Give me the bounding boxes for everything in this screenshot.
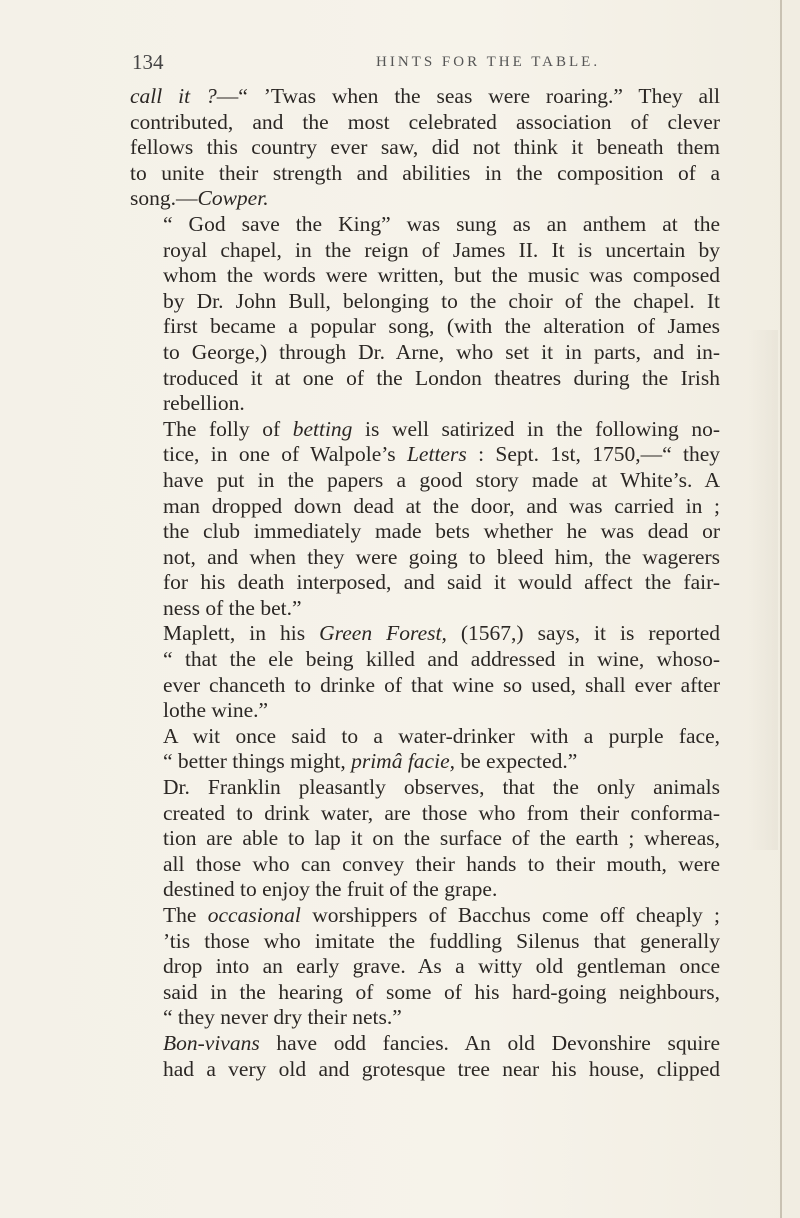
text-run: ’tis those who imitate the fuddling Silenus that generally — [163, 928, 720, 953]
italic-text: Bon-vivans — [163, 1030, 260, 1055]
text-run: contributed, and the most celebrated association of clever — [130, 109, 720, 134]
text-line — [130, 980, 720, 1006]
text-line — [130, 135, 720, 161]
text-line — [130, 340, 720, 366]
text-line — [130, 494, 720, 520]
text-run: man dropped down dead at the door, and was carried in ; — [163, 493, 720, 518]
text-run: the club immediately made bets whether he was dead or — [163, 519, 720, 544]
text-run: for his death interposed, and said it would affect the fair- — [163, 570, 720, 595]
text-line — [130, 596, 720, 622]
text-run: said in the hearing of some of his hard-going neighbours, — [163, 979, 720, 1004]
text-line — [130, 724, 720, 750]
text-run: all those who can convey their hands to their mouth, were — [163, 851, 720, 876]
italic-text: Letters — [406, 442, 467, 467]
text-line — [130, 749, 720, 775]
text-run: destined to enjoy the fruit of the grape. — [163, 877, 498, 902]
text-run: : Sept. 1st, 1750,—“ they — [466, 442, 720, 467]
text-run: worshippers of Bacchus come off cheaply ; — [300, 903, 720, 927]
text-line — [130, 545, 720, 571]
paragraph — [130, 724, 720, 775]
text-run: ness of the bet.” — [163, 595, 302, 620]
text-line — [130, 1057, 720, 1083]
text-run: A wit once said to a water-drinker with a purple face, — [163, 723, 720, 748]
text-run: not, and when they were going to bleed him, the wagerers — [163, 544, 720, 569]
text-run: The folly of — [163, 416, 293, 441]
text-run: “ better things might, — [163, 749, 352, 774]
text-run: “ they never dry their nets.” — [163, 1005, 402, 1030]
text-line — [130, 826, 720, 852]
paragraph — [130, 212, 720, 417]
text-line — [130, 775, 720, 801]
text-run: lothe wine.” — [163, 698, 269, 723]
text-line — [130, 161, 720, 187]
italic-text: Green Forest, — [319, 621, 447, 646]
text-line — [130, 110, 720, 136]
text-run: The — [163, 903, 208, 927]
text-line — [130, 929, 720, 955]
text-line — [130, 852, 720, 878]
text-run: fellows this country ever saw, did not think it beneath them — [130, 135, 720, 160]
text-run: drop into an early grave. As a witty old gentleman once — [163, 954, 720, 979]
text-run: to George,) through Dr. Arne, who set it in parts, and in- — [163, 339, 720, 364]
text-line — [130, 954, 720, 980]
paragraph — [130, 621, 720, 723]
text-line — [130, 468, 720, 494]
text-run: have put in the papers a good story made at White’s. A — [163, 467, 720, 492]
page-edge — [780, 0, 782, 1218]
text-run: song.— — [130, 186, 198, 211]
text-line — [130, 84, 720, 110]
text-run: whom the words were written, but the music was composed — [163, 263, 720, 288]
text-line — [130, 366, 720, 392]
text-line — [130, 1031, 720, 1057]
italic-text: call it ? — [130, 84, 217, 108]
text-line — [130, 212, 720, 238]
text-line — [130, 314, 720, 340]
text-line — [130, 621, 720, 647]
text-run: rebellion. — [163, 391, 245, 416]
text-line — [130, 903, 720, 929]
paragraph — [130, 417, 720, 622]
text-line — [130, 673, 720, 699]
running-title: HINTS FOR THE TABLE. — [376, 54, 601, 70]
text-run: be expected.” — [455, 749, 578, 774]
text-line — [130, 442, 720, 468]
text-line — [130, 391, 720, 417]
text-run: Maplett, in his — [163, 621, 320, 646]
text-line — [130, 698, 720, 724]
italic-text: betting — [292, 416, 353, 441]
text-run: “ that the ele being killed and addressed in wine, whoso- — [163, 647, 720, 672]
paragraph — [130, 775, 720, 903]
text-run: ever chanceth to drinke of that wine so used, shall ever after — [163, 672, 720, 697]
paragraph — [130, 903, 720, 1031]
text-line — [130, 238, 720, 264]
text-run: (1567,) says, it is reported — [446, 621, 720, 646]
text-line — [130, 570, 720, 596]
text-run: to unite their strength and abilities in the composition of a — [130, 160, 720, 185]
text-line — [130, 417, 720, 443]
text-run: have odd fancies. An old Devonshire squire — [259, 1030, 720, 1055]
body-text — [130, 84, 720, 1082]
italic-text: primâ facie, — [351, 749, 455, 774]
text-run: by Dr. John Bull, belonging to the choir of the chapel. It — [163, 288, 720, 313]
italic-text: Cowper. — [197, 186, 269, 211]
text-line — [130, 801, 720, 827]
text-line — [130, 289, 720, 315]
text-run: Dr. Franklin pleasantly observes, that the only animals — [163, 775, 720, 800]
text-line — [130, 1005, 720, 1031]
facing-page-bleed — [748, 330, 778, 850]
text-run: “ God save the King” was sung as an anthem at the — [163, 211, 720, 236]
text-line — [130, 263, 720, 289]
paragraph — [130, 1031, 720, 1082]
text-line — [130, 647, 720, 673]
text-line — [130, 186, 720, 212]
text-run: tion are able to lap it on the surface of the earth ; whereas, — [163, 826, 720, 851]
text-line — [130, 519, 720, 545]
text-line — [130, 877, 720, 903]
text-run: troduced it at one of the London theatres during the Irish — [163, 365, 720, 390]
text-run: is well satirized in the following no- — [352, 416, 720, 441]
italic-text: occasional — [207, 903, 301, 927]
paragraph — [130, 84, 720, 212]
page-header — [130, 50, 710, 78]
text-run: created to drink water, are those who from their conforma- — [163, 800, 720, 825]
text-run: —“ ’Twas when the seas were roaring.” They all — [216, 84, 721, 108]
text-run: royal chapel, in the reign of James II. It is uncertain by — [163, 237, 720, 262]
text-run: tice, in one of Walpole’s — [163, 442, 407, 467]
text-run: first became a popular song, (with the alteration of James — [163, 314, 720, 339]
text-run: had a very old and grotesque tree near his house, clipped — [163, 1056, 720, 1081]
page-number: 134 — [132, 50, 164, 74]
